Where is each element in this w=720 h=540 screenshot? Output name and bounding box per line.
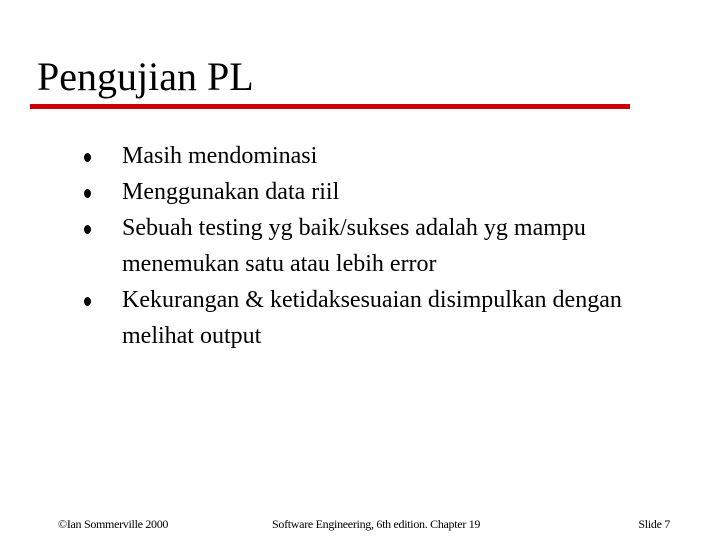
- footer-slide-number: Slide 7: [638, 517, 670, 531]
- bullet-list: [0, 138, 720, 354]
- title-underline: [30, 104, 630, 109]
- bullet-item: [0, 282, 682, 354]
- bullet-text: Sebuah testing yg baik/sukses adalah yg mampu menemukan satu atau lebih error: [122, 215, 586, 277]
- bullet-item: [0, 138, 682, 174]
- bullet-item: [0, 210, 682, 282]
- bullet-icon: [84, 153, 91, 162]
- bullet-text: Masih mendominasi: [122, 143, 318, 169]
- footer-copyright: ©Ian Sommerville 2000: [58, 517, 169, 531]
- bullet-icon: [84, 189, 91, 198]
- bullet-icon: [84, 297, 91, 306]
- bullet-text: Kekurangan & ketidaksesuaian disimpulkan dengan melihat output: [122, 287, 622, 349]
- bullet-item: [0, 174, 682, 210]
- bullet-icon: [84, 225, 91, 234]
- footer-book-title: Software Engineering, 6th edition. Chapter 19: [272, 517, 481, 531]
- slide-title: Pengujian PL: [37, 54, 254, 99]
- bullet-text: Menggunakan data riil: [122, 179, 340, 205]
